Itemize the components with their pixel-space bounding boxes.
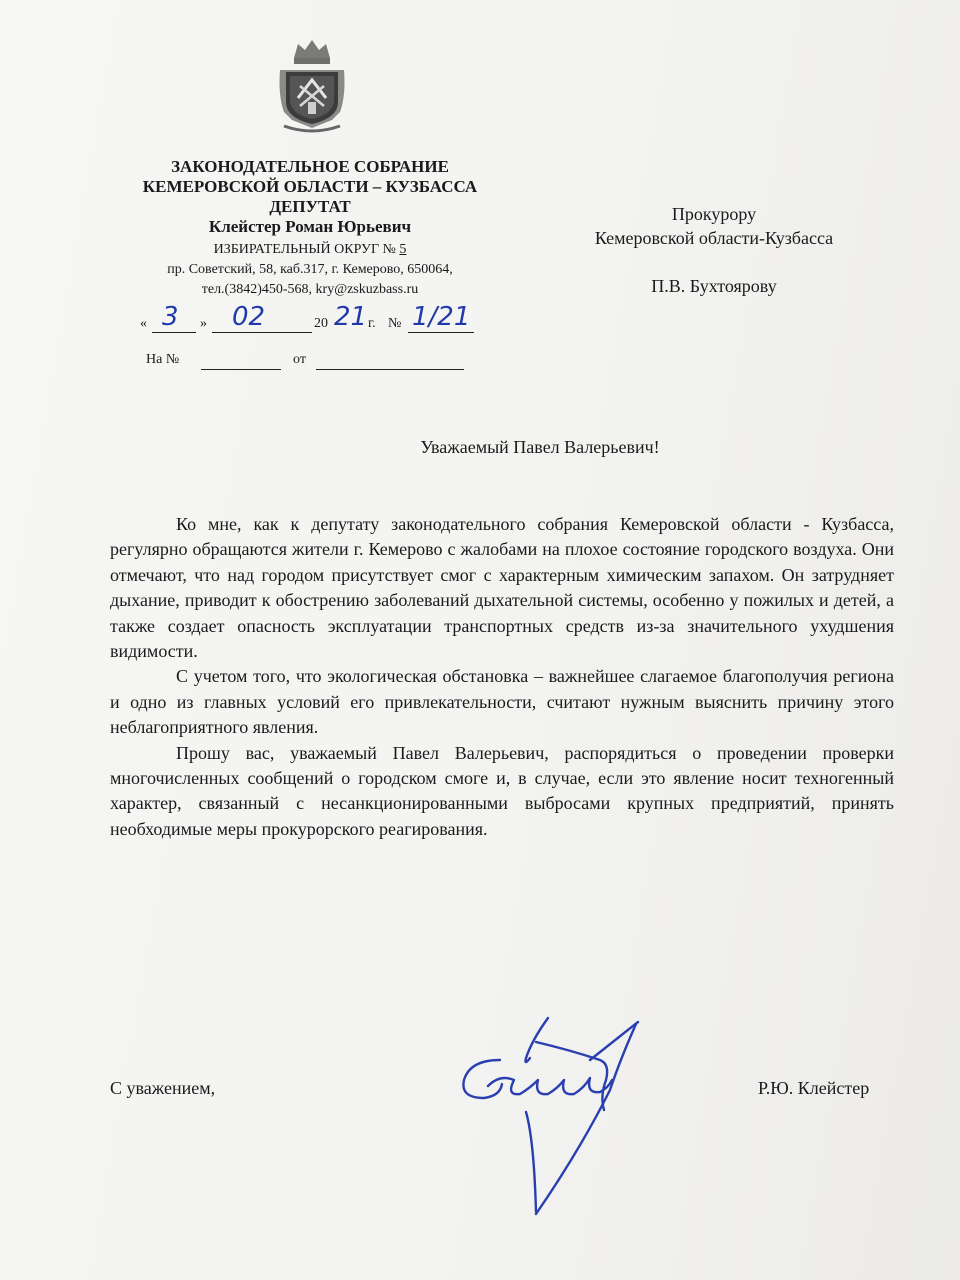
district-label: ИЗБИРАТЕЛЬНЫЙ ОКРУГ № — [213, 242, 396, 257]
number-label: № — [388, 316, 402, 331]
date-day: 3 — [162, 302, 179, 332]
position-title: ДЕПУТАТ — [269, 197, 351, 216]
date-year: 21 — [334, 302, 368, 332]
day-underline — [152, 332, 196, 333]
letter-body — [110, 512, 894, 842]
ref-number-blank — [201, 369, 281, 370]
org-name-line1: ЗАКОНОДАТЕЛЬНОЕ СОБРАНИЕ — [171, 157, 449, 176]
month-underline — [212, 332, 312, 333]
ref-date-blank — [316, 369, 464, 370]
body-paragraph: Прошу вас, уважаемый Павел Валерьевич, распорядиться о проведении проверки многочисленных сообщений о городском смоге и, в случае, если это явление носит техногенный характер, связанный с несанкционированными выбросами крупных предприятий, принять необходимые меры прокурорского реагирования. — [110, 742, 894, 839]
addressee-office: Кемеровской области-Кузбасса — [594, 228, 834, 248]
org-name-line2: КЕМЕРОВСКОЙ ОБЛАСТИ – КУЗБАССА — [142, 177, 478, 196]
body-paragraph: Ко мне, как к депутату законодательного собрания Кемеровской области - Кузбасса, регулярно обращаются жители г. Кемерово с жалобами на плохое состояние городского воздуха. Они отмечают, что над городом присутствует смог с характерным химическим запахом. Он затрудняет дыхание, приводит к обострению заболеваний дыхательной системы, особенно у пожилых и детей, а также создает опасность эксплуатации транспортных средств из-за значительного ухудшения видимости. — [110, 514, 894, 662]
date-month: 02 — [232, 302, 266, 332]
district-line — [110, 240, 510, 260]
handwritten-signature — [440, 1000, 660, 1230]
ref-from-label: от — [293, 352, 306, 367]
ref-label: На № — [146, 352, 180, 367]
closing-regards: С уважением, — [110, 1078, 216, 1098]
date-number-line — [140, 302, 520, 338]
year-prefix: 20 — [314, 316, 328, 331]
letter-number: 1/21 — [412, 302, 471, 332]
addressee-title: Прокурору — [671, 204, 757, 224]
signer-name: Р.Ю. Клейстер — [758, 1078, 870, 1098]
coat-of-arms-icon — [274, 36, 350, 136]
salutation: Уважаемый Павел Валерьевич! — [420, 437, 660, 457]
deputy-name: Клейстер Роман Юрьевич — [208, 217, 412, 236]
district-number: 5 — [399, 242, 407, 257]
addressee-name: П.В. Бухтоярову — [651, 276, 777, 296]
body-paragraph: С учетом того, что экологическая обстановка – важнейшее слагаемое благополучия региона и одно из главных условий его привлекательности, считают нужным выяснить причину этого неблагоприятного явления. — [110, 666, 894, 738]
contact-info: тел.(3842)450-568, kry@zskuzbass.ru — [201, 282, 419, 297]
number-underline — [408, 332, 474, 333]
quote-open: « — [140, 316, 147, 331]
office-address: пр. Советский, 58, каб.317, г. Кемерово, 650064, — [167, 262, 453, 277]
quote-close: » — [200, 316, 207, 331]
reference-line — [146, 352, 476, 374]
year-label: г. — [368, 316, 376, 331]
